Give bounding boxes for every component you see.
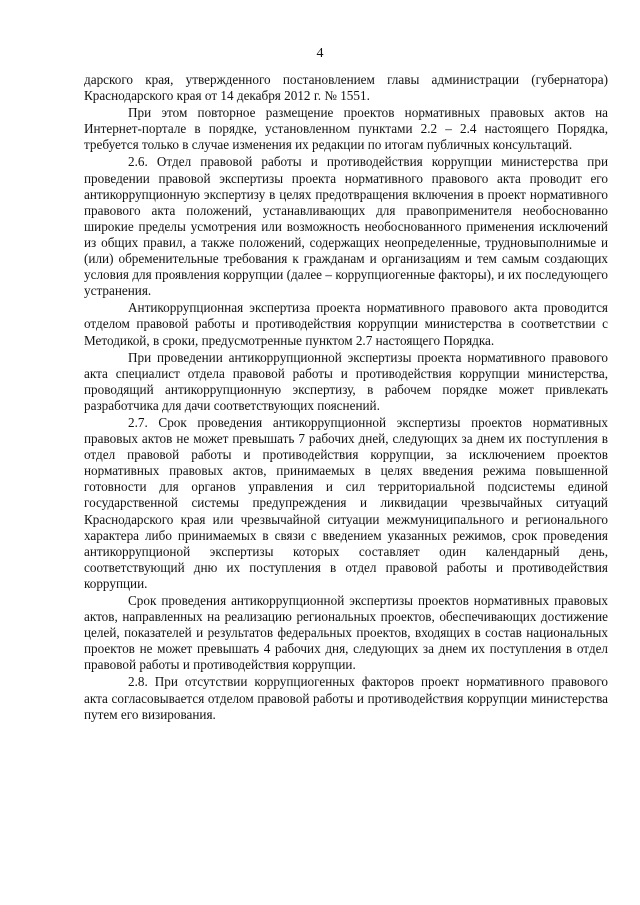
paragraph-2-6: 2.6. Отдел правовой работы и противодействия коррупции министерства при проведении правовой экспертизы проекта нормативного правового акта проводит его антикоррупционную экспертизу в целях предотвращения включения в проект нормативного правового акта положений, устанавливающих для правоприменителя необоснованно широкие пределы усмотрения или возможность необоснованного применения исключений из общих правил, а также положений, содержащих неопределенные, трудновыполнимые и (или) обременительные требования к гражданам и организациям и тем самым создающих условия для проявления коррупции (далее – коррупциогенные факторы), и их последующего устранения. xyxy=(84,154,608,299)
paragraph-regional-projects-term: Срок проведения антикоррупционной экспертизы проектов нормативных правовых актов, направленных на реализацию региональных проектов, обеспечивающих достижение целей, показателей и результатов федеральных проектов, входящих в состав национальных проектов не может превышать 4 рабочих дня, следующих за днем их поступления в отдел правовой работы и противодействия коррупции. xyxy=(84,593,608,673)
paragraph-continuation: дарского края, утвержденного постановлением главы администрации (губернатора) Краснодарского края от 14 декабря 2012 г. № 1551. xyxy=(84,72,608,104)
page-number: 4 xyxy=(316,46,324,61)
document-body xyxy=(84,72,608,723)
paragraph-2-7: 2.7. Срок проведения антикоррупционной экспертизы проектов нормативных правовых актов не может превышать 7 рабочих дней, следующих за днем их поступления в отдел правовой работы и противодействия коррупции, за исключением проектов нормативных правовых актов, принимаемых в целях введения режима повышенной готовности для органов управления и сил территориальной подсистемы единой государственной системы предупреждения и ликвидации чрезвычайных ситуаций Краснодарского края или чрезвычайной ситуации межмуниципального и регионального характера либо принимаемых в связи с введением указанных режимов, срок проведения антикоррупционой экспертизы которых составляет один календарный день, соответствующий дню их поступления в отдел правовой работы и противодействия коррупции. xyxy=(84,414,608,591)
paragraph-2-8: 2.8. При отсутствии коррупциогенных факторов проект нормативного правового акта согласовывается отделом правовой работы и противодействия коррупции министерства путем его визирования. xyxy=(84,674,608,722)
paragraph-expertise-method: Антикоррупционная экспертиза проекта нормативного правового акта проводится отделом правовой работы и противодействия коррупции министерства в соответствии с Методикой, в сроки, предусмотренные пунктом 2.7 настоящего Порядка. xyxy=(84,300,608,348)
paragraph-developer-involvement: При проведении антикоррупционной экспертизы проекта нормативного правового акта специалист отдела правовой работы и противодействия коррупции министерства, проводящий антикоррупционную экспертизу, в рабочем порядке может привлекать разработчика для дачи соответствующих пояснений. xyxy=(84,349,608,413)
paragraph-republication: При этом повторное размещение проектов нормативных правовых актов на Интернет-портале в порядке, установленном пунктами 2.2 – 2.4 настоящего Порядка, требуется только в случае изменения их редакции по итогам публичных консультаций. xyxy=(84,105,608,153)
